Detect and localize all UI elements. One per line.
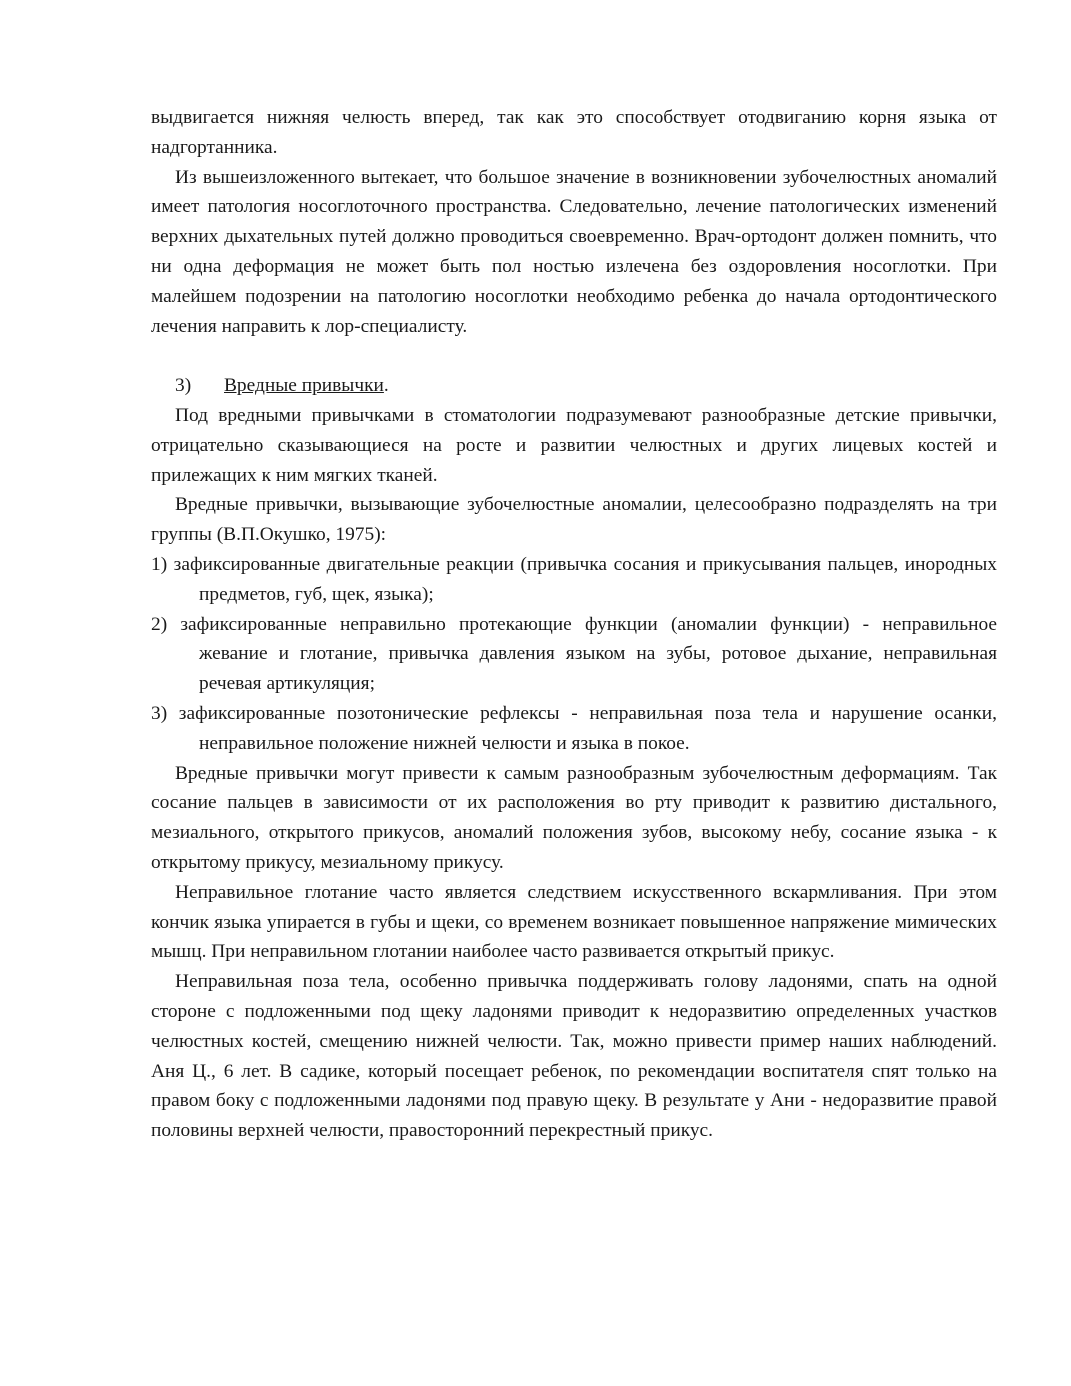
paragraph-continuation: выдвигается нижняя челюсть вперед, так как это способствует отодвиганию корня языка от надгортанника.	[151, 107, 997, 158]
section-period: .	[383, 375, 389, 397]
section-title: Вредные привычки	[224, 375, 384, 397]
paragraph-swallowing: Неправильное глотание часто является следствием искусственного вскармливания. При этом кончик языка упирается в губы и щеки, со временем возникает повышенное напряжение мимических мышц. При неправильном глотании наиболее часто развивается открытый прикус.	[151, 881, 997, 963]
document-page	[151, 103, 997, 1146]
list-item-1: 1) зафиксированные двигательные реакции (привычка сосания и прикусывания пальцев, инородных предметов, губ, щек, языка);	[151, 553, 997, 605]
section-number: 3)	[175, 375, 192, 397]
paragraph-definition: Под вредными привычками в стоматологии подразумевают разнообразные детские привычки, отрицательно сказывающиеся на росте и развитии челюстных и других лицевых костей и прилежащих к ним мягких тканей.	[151, 404, 997, 486]
paragraph-posture: Неправильная поза тела, особенно привычка поддерживать голову ладонями, спать на одной стороне с подложенными под щеку ладонями приводит к недоразвитию определенных участков челюстных костей, смещению нижней челюсти. Так, можно привести пример наших наблюдений. Аня Ц., 6 лет. В садике, который посещает ребенок, по рекомендации воспитателя спят только на правом боку с подложенными ладонями под правую щеку. В результате у Ани - недоразвитие правой половины верхней челюсти, правосторонний перекрестный прикус.	[151, 971, 997, 1142]
paragraph-deformations: Вредные привычки могут привести к самым разнообразным зубочелюстным деформациям. Так сосание пальцев в зависимости от их расположения во рту приводит к развитию дистального, мезиального, открытого прикусов, аномалий положения зубов, высокому небу, сосание языка - к открытому прикусу, мезиальному прикусу.	[151, 762, 997, 873]
list-item-2: 2) зафиксированные неправильно протекающие функции (аномалии функции) - неправильное жевание и глотание, привычка давления языком на зубы, ротовое дыхание, неправильная речевая артикуляция;	[151, 613, 997, 695]
paragraph-nasopharynx: Из вышеизложенного вытекает, что большое значение в возникновении зубочелюстных аномалий имеет патология носоглоточного пространства. Следовательно, лечение патологических изменений верхних дыхательных путей должно проводиться своевременно. Врач-ортодонт должен помнить, что ни одна деформация не может быть пол ностью излечена без оздоровления носоглотки. При малейшем подозрении на патологию носоглотки необходимо ребенка до начала ортодонтического лечения направить к лор-специалисту.	[151, 166, 997, 337]
list-item-3: 3) зафиксированные позотонические рефлексы - неправильная поза тела и нарушение осанки, неправильное положение нижней челюсти и языка в покое.	[151, 702, 997, 754]
paragraph-groups-intro: Вредные привычки, вызывающие зубочелюстные аномалии, целесообразно подразделять на три группы (В.П.Окушко, 1975):	[151, 494, 997, 546]
spacer	[151, 341, 997, 371]
section-heading	[151, 371, 997, 401]
